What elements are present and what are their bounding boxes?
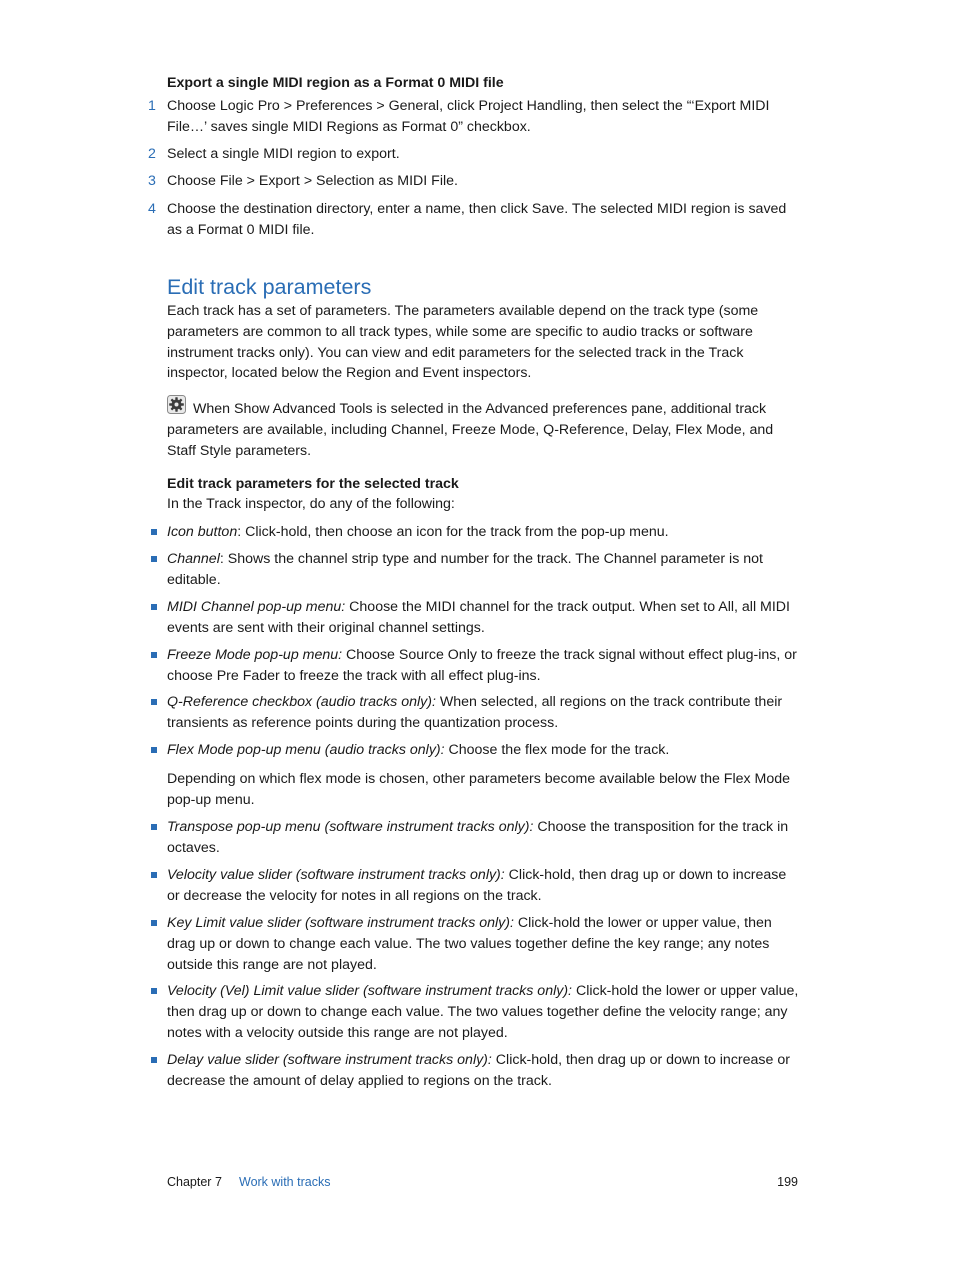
export-midi-heading: Export a single MIDI region as a Format 0 MIDI file (167, 75, 504, 91)
step-number: 2 (148, 146, 156, 162)
step-text: Select a single MIDI region to export. (167, 146, 400, 162)
intro-paragraph: Each track has a set of parameters. The parameters available depend on the track type (some parameters are common to all track types, while some are specific to audio tracks or software instrument tracks only). You can view and edit parameters for the selected track in the Track inspector, located below the Region and Event inspectors. (167, 303, 759, 382)
advanced-tools-note: When Show Advanced Tools is selected in the Advanced preferences pane, additional track parameters are available, including Channel, Freeze Mode, Q-Reference, Delay, Flex Mode, and Staff Style parameters. (167, 401, 774, 459)
step-number: 4 (148, 201, 156, 217)
bullet-description: Choose the MIDI channel for the track output. When set to All, all MIDI events are sent with their original channel settings. (167, 599, 790, 636)
bullet-marker (151, 1057, 157, 1063)
step-number: 3 (148, 173, 156, 189)
bullet-marker (151, 556, 157, 562)
flex-mode-followup: Depending on which flex mode is chosen, other parameters become available below the Flex Mode pop-up menu. (167, 771, 791, 808)
bullet-term: Flex Mode pop-up menu (audio tracks only): (167, 742, 445, 758)
bullet-term: Channel (167, 551, 220, 567)
step-number: 1 (148, 98, 156, 114)
bullet-text (167, 740, 799, 761)
step-text: Choose the destination directory, enter a name, then click Save. The selected MIDI region is saved as a Format 0 MIDI file. (167, 201, 787, 238)
bullet-term: Icon button (167, 524, 238, 540)
bullet-description: : Shows the channel strip type and number for the track. The Channel parameter is not editable. (167, 551, 763, 588)
bullet-text (167, 1050, 799, 1092)
step-text: Choose Logic Pro > Preferences > General, click Project Handling, then select the “‘Export MIDI File…’ saves single MIDI Regions as Format 0” checkbox. (167, 98, 770, 135)
bullet-marker (151, 824, 157, 830)
bullet-term: Key Limit value slider (software instrument tracks only): (167, 915, 514, 931)
bullet-text (167, 817, 799, 859)
bullet-term: Velocity value slider (software instrument tracks only): (167, 867, 505, 883)
bullet-text (167, 865, 799, 907)
bullet-marker (151, 747, 157, 753)
page-footer (167, 1172, 799, 1192)
bullet-marker (151, 699, 157, 705)
section-title: Edit track parameters (167, 275, 372, 299)
bullet-description: Click-hold the lower or upper value, then drag up or down to change each value. The two values together define the key range; any notes outside this range are not played. (167, 915, 772, 973)
step-text: Choose File > Export > Selection as MIDI File. (167, 173, 458, 189)
bullet-description: Choose the flex mode for the track. (444, 742, 670, 758)
bullet-marker (151, 604, 157, 610)
bullet-marker (151, 872, 157, 878)
chapter-title-link[interactable]: Work with tracks (239, 1175, 331, 1189)
bullet-text (167, 981, 799, 1043)
bullet-text (167, 549, 799, 591)
bullet-marker (151, 988, 157, 994)
bullet-text (167, 597, 799, 639)
bullet-term: Q-Reference checkbox (audio tracks only): (167, 694, 436, 710)
bullet-term: Transpose pop-up menu (software instrument tracks only): (167, 819, 534, 835)
inspector-lead: In the Track inspector, do any of the following: (167, 496, 455, 512)
bullet-marker (151, 920, 157, 926)
bullet-description: Choose the transposition for the track in octaves. (167, 819, 789, 856)
bullet-description: Click-hold, then drag up or down to increase or decrease the velocity for notes in all regions on the track. (167, 867, 787, 904)
bullet-description: : Click-hold, then choose an icon for the track from the pop-up menu. (237, 524, 669, 540)
bullet-text (167, 913, 799, 975)
bullet-term: Velocity (Vel) Limit value slider (software instrument tracks only): (167, 983, 572, 999)
bullet-description: Click-hold the lower or upper value, then drag up or down to change each value. The two values together define the velocity range; any notes with a velocity outside this range are not played. (167, 983, 799, 1041)
bullet-text (167, 645, 799, 687)
bullet-term: MIDI Channel pop-up menu: (167, 599, 346, 615)
bullet-marker (151, 652, 157, 658)
bullet-text (167, 692, 799, 734)
bullet-term: Delay value slider (software instrument tracks only): (167, 1052, 492, 1068)
bullet-description: When selected, all regions on the track contribute their transients as reference points during the quantization process. (167, 694, 783, 731)
edit-params-subheading: Edit track parameters for the selected track (167, 476, 459, 492)
bullet-term: Freeze Mode pop-up menu: (167, 647, 343, 663)
page-number: 199 (777, 1175, 798, 1189)
bullet-text (167, 522, 799, 543)
bullet-description: Choose Source Only to freeze the track signal without effect plug-ins, or choose Pre Fader to freeze the track with all effect plug-ins. (167, 647, 797, 684)
bullet-marker (151, 529, 157, 535)
bullet-description: Click-hold, then drag up or down to increase or decrease the amount of delay applied to regions on the track. (167, 1052, 790, 1089)
chapter-label: Chapter 7 (167, 1175, 222, 1189)
